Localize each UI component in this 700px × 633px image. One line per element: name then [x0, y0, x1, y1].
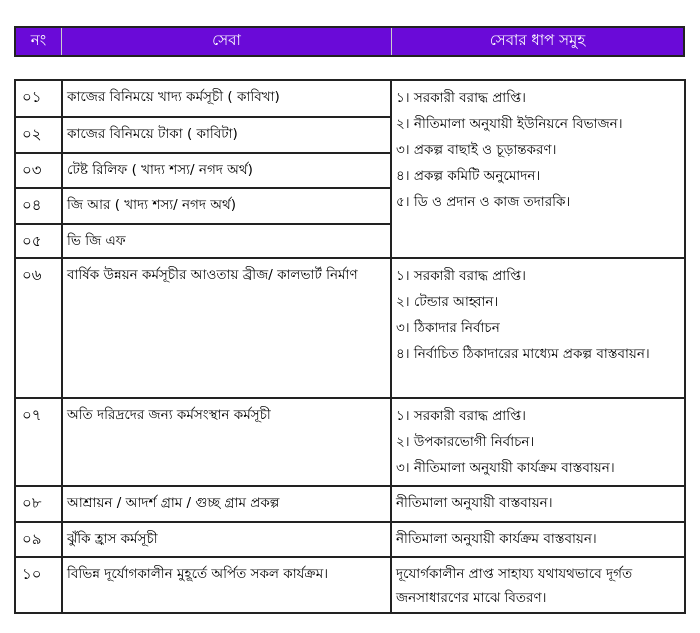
table-row: [15, 557, 685, 613]
service-name: ঝুঁকি হ্রাস কর্মসূচী: [62, 522, 391, 557]
row-number: ০২: [15, 117, 62, 153]
step: ৪। প্রকল্প কমিটি অনুমোদন।: [396, 168, 541, 184]
step: ৩। নীতিমালা অনুযায়ী কার্যক্রম বাস্তবায়ন।: [396, 460, 615, 476]
table-row: [15, 398, 685, 486]
header-no: নং: [16, 28, 62, 55]
row-number: ১০: [15, 557, 62, 613]
row-number: ০৬: [15, 258, 62, 398]
table-row: [15, 522, 685, 557]
step: ১। সরকারী বরাদ্ধ প্রাপ্তি।: [396, 408, 526, 424]
steps-cell: [391, 398, 685, 486]
header-steps: সেবার ধাপ সমুহ: [489, 31, 586, 49]
services-table: [14, 79, 686, 614]
service-name: কাজের বিনিময়ে টাকা ( কাবিটা): [62, 117, 391, 153]
row-number: ০৫: [15, 224, 62, 258]
row-number: ০১: [15, 80, 62, 117]
service-name: কাজের বিনিময়ে খাদ্য কর্মসূচী ( কাবিখা): [62, 80, 391, 117]
steps-cell: দূযোর্গকালীন প্রাপ্ত সাহায্য যথাযথভাবে দূর্গত জনসাধারণের মাঝে বিতরণ।: [391, 557, 685, 613]
service-name: বিভিন্ন দূর্যোগকালীন মুহূর্তে অর্পিত সকল কার্যক্রম।: [62, 557, 391, 613]
steps-cell: [391, 80, 685, 258]
service-name: বার্ষিক উন্নয়ন কর্মসূচীর আওতায় ব্রীজ/ কালভার্ট নির্মাণ: [62, 258, 391, 398]
row-number: ০৯: [15, 522, 62, 557]
table-row: [15, 486, 685, 522]
service-name: টেষ্ট রিলিফ ( খাদ্য শস্য/ নগদ অর্থ): [62, 153, 391, 188]
table-row: [15, 258, 685, 398]
step: ২। টেন্ডার আহ্বান।: [396, 294, 499, 310]
step: ৫। ডি ও প্রদান ও কাজ তদারকি।: [396, 194, 571, 210]
steps-cell: নীতিমালা অনুযায়ী বাস্তবায়ন।: [391, 486, 685, 522]
row-number: ০৩: [15, 153, 62, 188]
table-row: [15, 80, 685, 117]
service-name: ভি জি এফ: [62, 224, 391, 258]
step: ১। সরকারী বরাদ্ধ প্রাপ্তি।: [396, 90, 526, 106]
table-header: [14, 26, 685, 57]
step: ১। সরকারী বরাদ্ধ প্রাপ্তি।: [396, 268, 526, 284]
service-name: অতি দরিদ্রদের জন্য কর্মসংস্থান কর্মসূচী: [62, 398, 391, 486]
service-name: জি আর ( খাদ্য শস্য/ নগদ অর্থ): [62, 188, 391, 224]
step: ২। উপকারভোগী নির্বাচন।: [396, 434, 535, 450]
steps-cell: [391, 258, 685, 398]
header-service: সেবা: [62, 28, 392, 55]
steps-cell: নীতিমালা অনুযায়ী কার্যক্রম বাস্তবায়ন।: [391, 522, 685, 557]
step: ৩। ঠিকাদার নির্বাচন: [396, 320, 500, 336]
step: ২। নীতিমালা অনুযায়ী ইউনিয়নে বিভাজন।: [396, 116, 623, 132]
step: ৪। নির্বাচিত ঠিকাদারের মাধ্যেম প্রকল্প বাস্তবায়ন।: [396, 346, 650, 362]
row-number: ০৮: [15, 486, 62, 522]
row-number: ০৭: [15, 398, 62, 486]
step: ৩। প্রকল্প বাছাই ও চূড়ান্তকরণ।: [396, 142, 557, 158]
row-number: ০৪: [15, 188, 62, 224]
service-name: আশ্রায়ন / আদর্শ গ্রাম / গুচ্ছ গ্রাম প্রকল্প: [62, 486, 391, 522]
